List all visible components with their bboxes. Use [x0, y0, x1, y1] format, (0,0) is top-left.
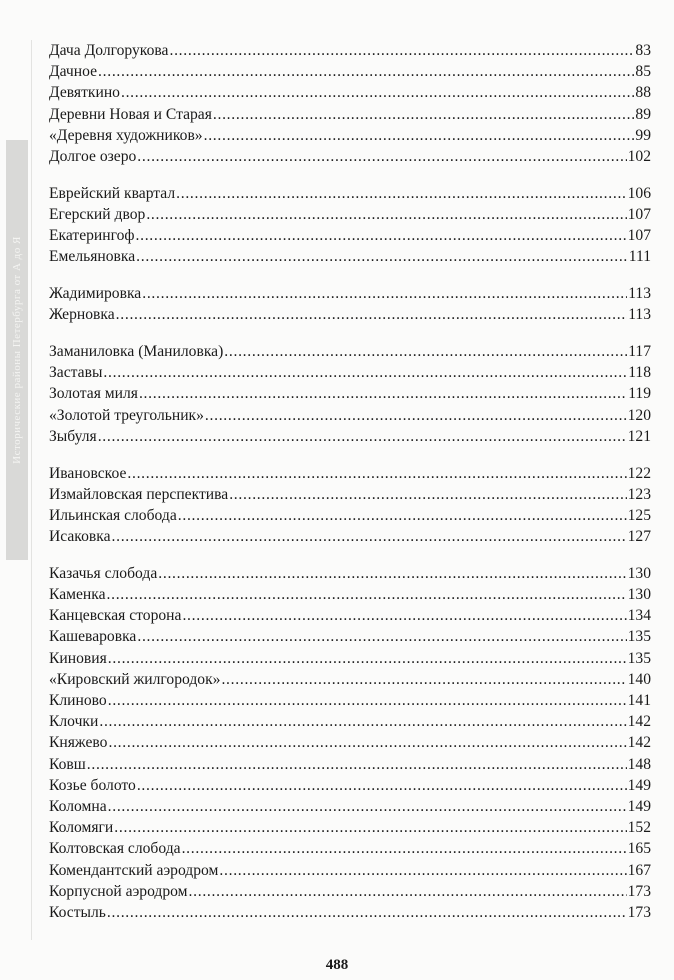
toc-entry-title: Заставы [49, 364, 103, 382]
toc-leader-dots [189, 881, 627, 902]
toc-entry-page: 118 [628, 364, 651, 382]
toc-entry [49, 605, 651, 626]
toc-entry [49, 902, 651, 923]
toc-entry [49, 104, 651, 125]
toc-group [49, 40, 651, 167]
toc-leader-dots [107, 902, 627, 923]
toc-entry [49, 484, 651, 505]
toc-leader-dots [182, 605, 626, 626]
toc-entry [49, 526, 651, 547]
toc-leader-dots [205, 405, 627, 426]
toc-leader-dots [137, 775, 627, 796]
toc-leader-dots [178, 505, 627, 526]
toc-entry-page: 99 [635, 126, 651, 144]
toc-entry-page: 107 [627, 205, 651, 223]
toc-entry [49, 626, 651, 647]
toc-entry-title: Дача Долгорукова [49, 42, 169, 59]
toc-leader-dots [213, 104, 635, 125]
toc-leader-dots [108, 796, 627, 817]
toc-group [49, 341, 651, 447]
toc-entry-page: 120 [627, 406, 651, 424]
toc-entry [49, 40, 651, 61]
side-title-text: Исторические районы Петербурга от А до Я [11, 236, 24, 464]
toc-entry-page: 107 [627, 227, 651, 245]
toc-entry-page: 88 [635, 84, 651, 102]
toc-entry-page: 111 [628, 248, 651, 266]
toc-entry [49, 125, 651, 146]
toc-entry-title: Ковш [49, 755, 86, 773]
toc-entry-title: «Деревня художников» [49, 126, 203, 144]
toc-group [49, 563, 651, 923]
margin-rule [31, 40, 32, 940]
toc-entry-page: 141 [627, 692, 651, 710]
toc-entry-title: Козье болото [49, 776, 136, 794]
toc-entry-page: 165 [627, 840, 651, 858]
toc-leader-dots [224, 341, 627, 362]
toc-entry-title: Дачное [49, 63, 98, 81]
toc-leader-dots [146, 204, 626, 225]
toc-entry [49, 775, 651, 796]
toc-leader-dots [116, 304, 628, 325]
toc-entry-page: 113 [628, 306, 651, 324]
toc-entry-title: Девяткино [49, 84, 120, 102]
toc-entry-title: Еврейский квартал [49, 184, 176, 202]
toc-entry [49, 711, 651, 732]
toc-entry-title: Костыль [49, 903, 106, 921]
toc-entry [49, 183, 651, 204]
toc-entry-page: 125 [627, 506, 651, 524]
toc-entry-title: Кашеваровка [49, 628, 137, 646]
toc-group [49, 283, 651, 325]
toc-entry-page: 173 [627, 903, 651, 921]
toc-entry-title: Ильинская слобода [49, 506, 177, 524]
toc-entry [49, 204, 651, 225]
toc-entry-page: 149 [627, 776, 651, 794]
toc-entry-page: 142 [627, 734, 651, 752]
toc-entry-page: 127 [627, 528, 651, 546]
toc-entry [49, 796, 651, 817]
toc-entry [49, 563, 651, 584]
toc-entry [49, 405, 651, 426]
toc-leader-dots [114, 817, 626, 838]
toc-entry-page: 142 [627, 713, 651, 731]
toc-entry-title: Зыбуля [49, 427, 97, 445]
toc-entry-page: 149 [627, 797, 651, 815]
toc-leader-dots [229, 484, 626, 505]
toc-entry [49, 362, 651, 383]
toc-entry-title: Коломяги [49, 819, 114, 837]
toc-entry-title: Золотая миля [49, 385, 138, 403]
toc-entry-title: Клочки [49, 713, 99, 731]
toc-entry-title: Корпусной аэродром [49, 882, 188, 900]
toc-entry-page: 121 [627, 427, 651, 445]
toc-leader-dots [137, 146, 626, 167]
toc-leader-dots [121, 82, 634, 103]
toc-leader-dots [137, 626, 626, 647]
toc-entry-title: Екатерингоф [49, 227, 135, 245]
toc-leader-dots [108, 690, 627, 711]
toc-group [49, 463, 651, 548]
toc-entry-page: 148 [627, 755, 651, 773]
toc-entry-title: Деревни Новая и Старая [49, 105, 212, 123]
toc-group [49, 183, 651, 268]
toc-entry [49, 82, 651, 103]
toc-entry-title: Киновия [49, 649, 107, 667]
toc-entry-page: 152 [627, 819, 651, 837]
toc-entry-page: 119 [628, 385, 651, 403]
toc-entry-title: Канцевская сторона [49, 607, 182, 625]
toc-entry-title: «Кировский жилгородок» [49, 670, 221, 688]
toc-leader-dots [107, 584, 627, 605]
toc-entry-title: Емельяновка [49, 248, 136, 266]
toc-leader-dots [103, 362, 627, 383]
toc-entry-title: Клиново [49, 692, 107, 710]
toc-leader-dots [219, 860, 626, 881]
toc-leader-dots [108, 732, 626, 753]
toc-leader-dots [176, 183, 626, 204]
toc-entry-page: 83 [635, 42, 651, 59]
toc-entry [49, 505, 651, 526]
toc-leader-dots [182, 838, 627, 859]
toc-entry-page: 130 [627, 564, 651, 582]
toc-entry [49, 881, 651, 902]
toc-entry-title: Колтовская слобода [49, 840, 181, 858]
toc-entry-page: 113 [628, 285, 651, 303]
toc-entry-page: 130 [627, 586, 651, 604]
toc-entry-page: 102 [627, 147, 651, 165]
toc-entry [49, 61, 651, 82]
toc-entry-title: Жерновка [49, 306, 115, 324]
toc-entry [49, 584, 651, 605]
toc-entry [49, 754, 651, 775]
toc-entry-page: 167 [627, 861, 651, 879]
side-title-strip [6, 140, 28, 560]
toc-leader-dots [108, 648, 627, 669]
toc-leader-dots [139, 383, 627, 404]
toc-leader-dots [112, 526, 627, 547]
toc-entry [49, 838, 651, 859]
toc-entry-page: 89 [635, 105, 651, 123]
toc-entry-title: Долгое озеро [49, 147, 137, 165]
toc-entry [49, 817, 651, 838]
toc-leader-dots [204, 125, 635, 146]
toc-entry [49, 690, 651, 711]
toc-entry-title: Егерский двор [49, 205, 146, 223]
toc-entry [49, 341, 651, 362]
toc-entry [49, 669, 651, 690]
toc-entry [49, 304, 651, 325]
toc-entry [49, 246, 651, 267]
table-of-contents [49, 40, 651, 939]
toc-entry-title: Княжево [49, 734, 108, 752]
toc-leader-dots [142, 283, 627, 304]
toc-leader-dots [98, 61, 634, 82]
toc-leader-dots [136, 225, 627, 246]
toc-leader-dots [136, 246, 628, 267]
toc-entry-title: Коломна [49, 797, 107, 815]
toc-entry-page: 117 [628, 343, 651, 361]
toc-leader-dots [87, 754, 627, 775]
toc-entry-title: Каменка [49, 586, 106, 604]
toc-entry-page: 106 [627, 184, 651, 202]
toc-entry-title: Измайловская перспектива [49, 485, 229, 503]
toc-entry-page: 135 [627, 628, 651, 646]
toc-entry [49, 463, 651, 484]
toc-entry-page: 173 [627, 882, 651, 900]
toc-entry-title: Ивановское [49, 464, 127, 482]
toc-entry [49, 283, 651, 304]
toc-entry [49, 383, 651, 404]
toc-entry-title: Комендантский аэродром [49, 861, 219, 879]
toc-entry-title: «Золотой треугольник» [49, 406, 204, 424]
toc-leader-dots [99, 711, 626, 732]
toc-entry-page: 140 [627, 670, 651, 688]
toc-entry [49, 860, 651, 881]
toc-leader-dots [169, 40, 634, 61]
toc-entry-title: Заманиловка (Маниловка) [49, 343, 224, 361]
page-number: 488 [325, 957, 349, 973]
toc-entry [49, 732, 651, 753]
toc-leader-dots [127, 463, 626, 484]
toc-leader-dots [158, 563, 626, 584]
toc-entry-title: Жадимировка [49, 285, 142, 303]
toc-entry-title: Казачья слобода [49, 564, 158, 582]
toc-entry-title: Исаковка [49, 528, 111, 546]
toc-entry-page: 122 [627, 464, 651, 482]
toc-entry [49, 648, 651, 669]
toc-entry-page: 123 [627, 485, 651, 503]
toc-leader-dots [221, 669, 626, 690]
toc-leader-dots [98, 426, 627, 447]
toc-entry-page: 134 [627, 607, 651, 625]
toc-entry [49, 146, 651, 167]
toc-entry-page: 85 [635, 63, 651, 81]
toc-entry [49, 426, 651, 447]
toc-entry [49, 225, 651, 246]
toc-entry-page: 135 [627, 649, 651, 667]
